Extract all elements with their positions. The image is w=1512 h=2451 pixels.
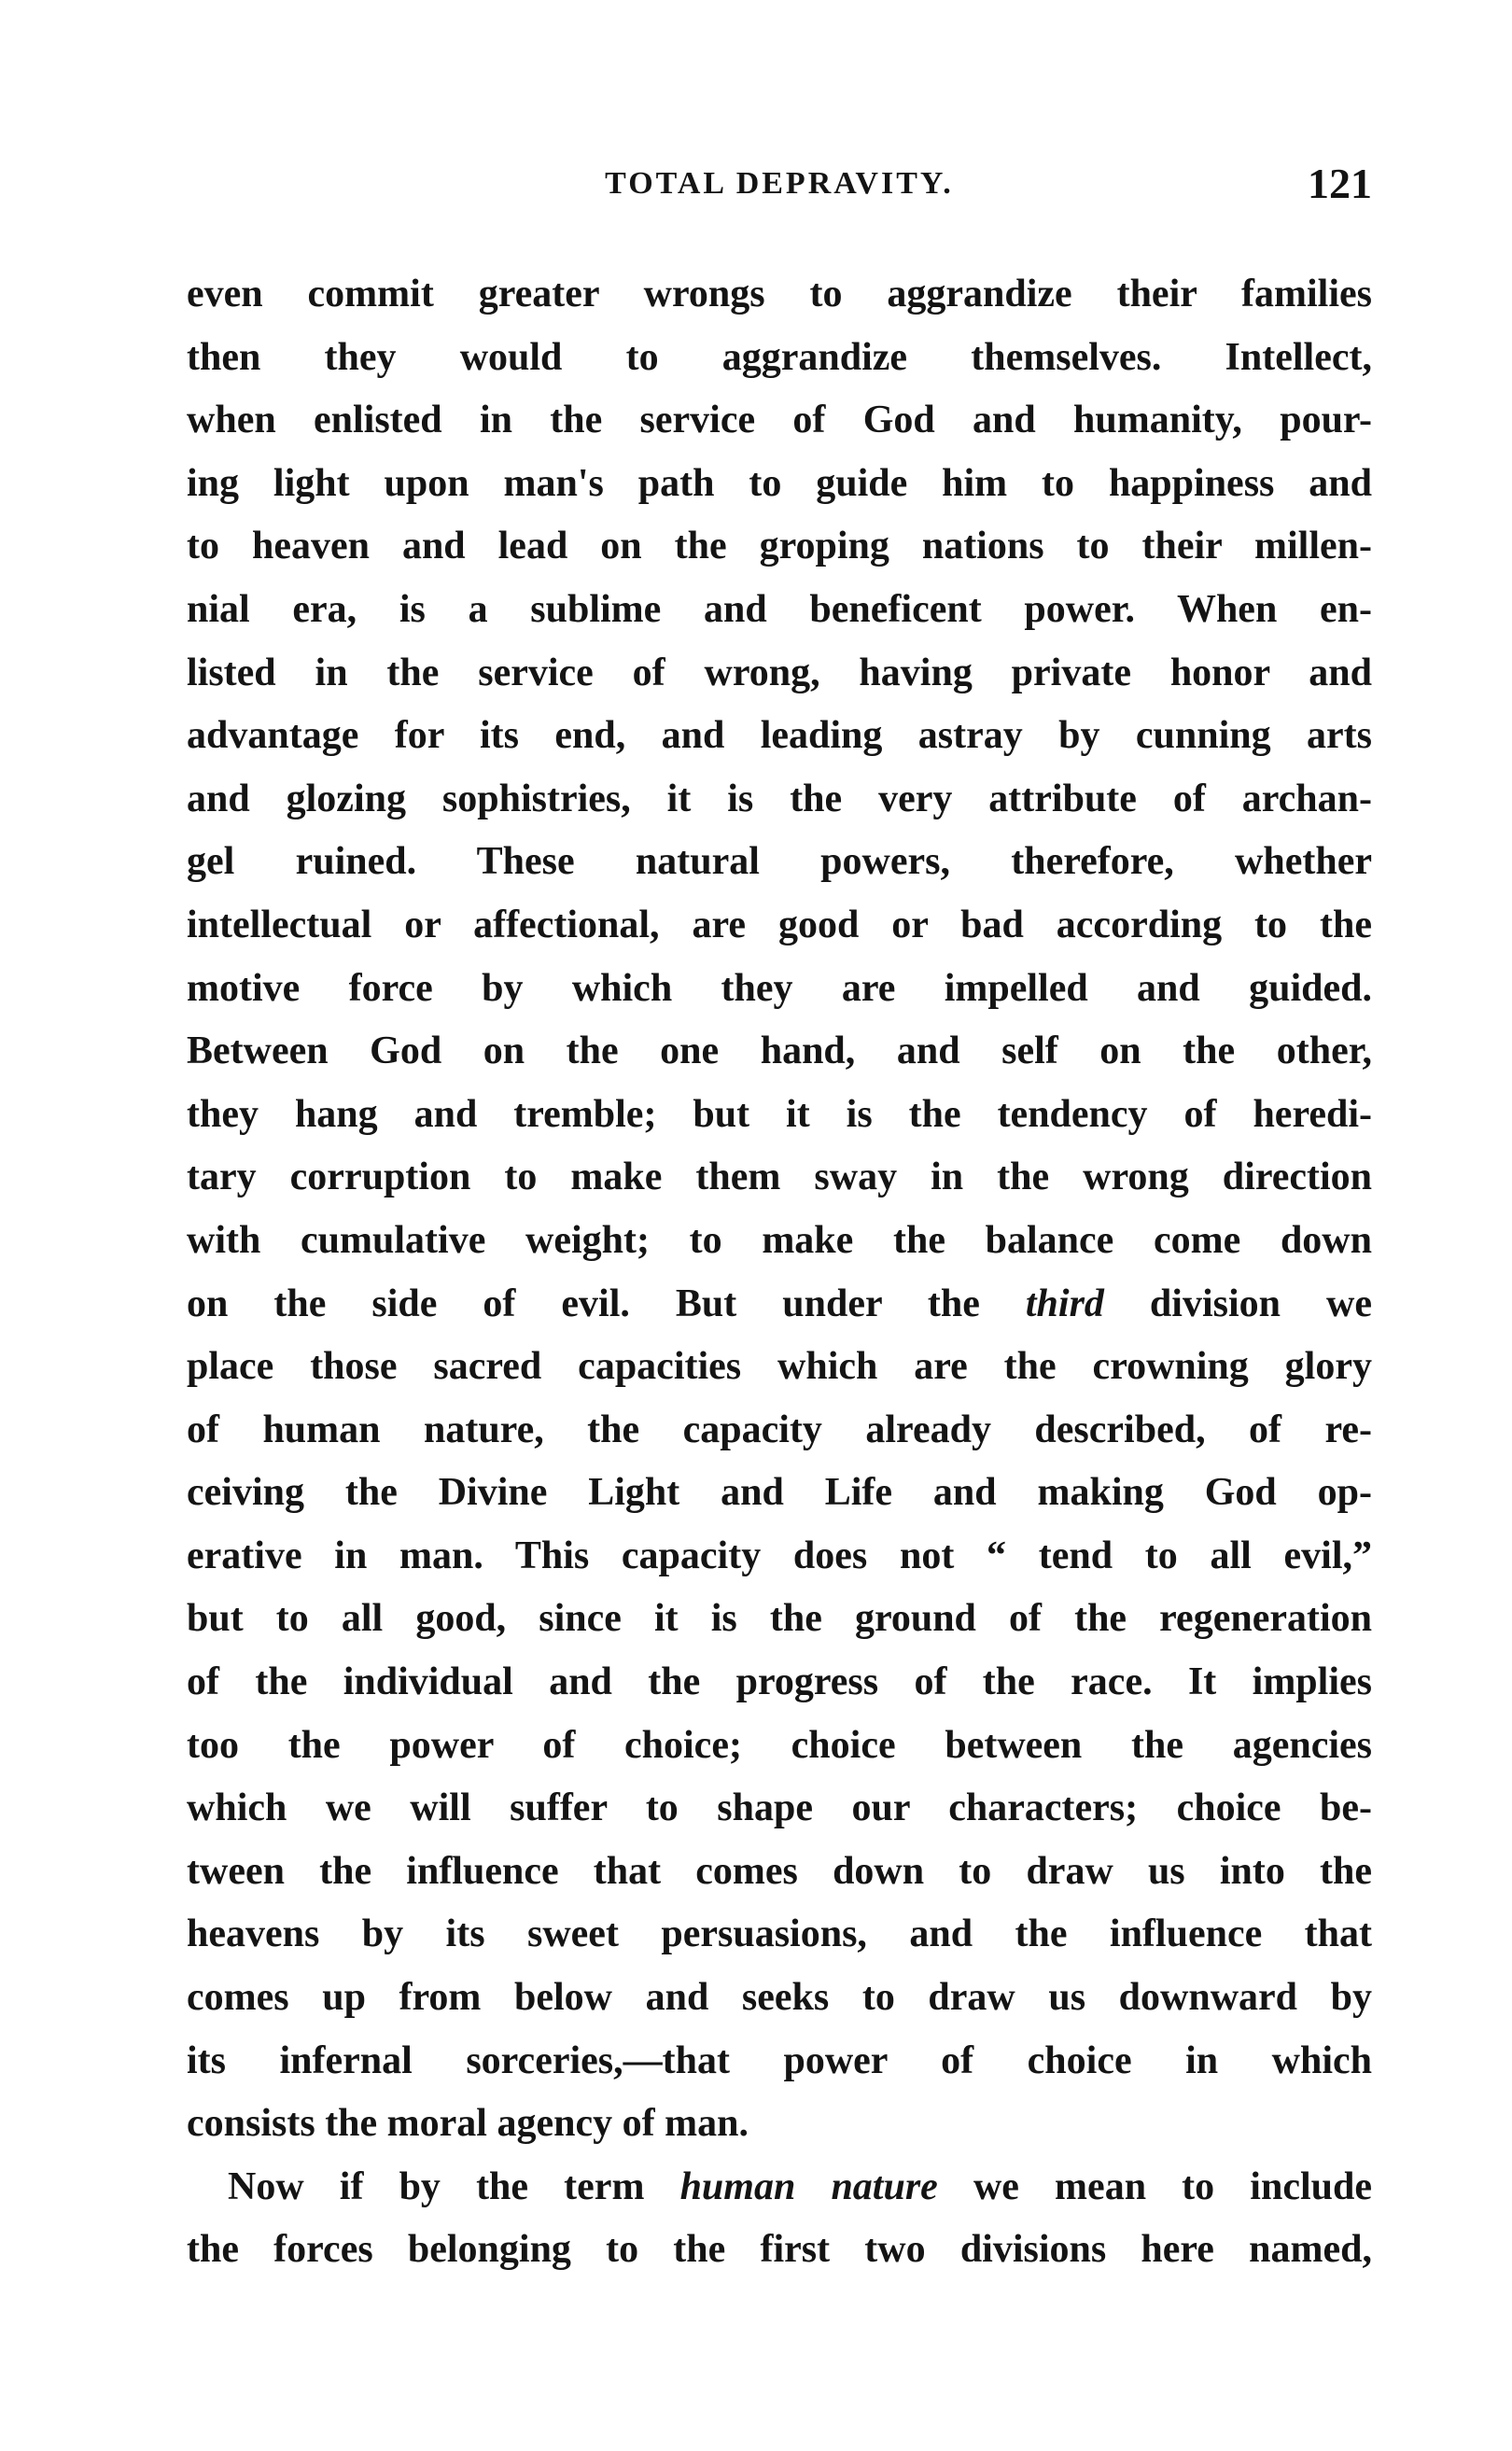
paragraph-1 (187, 263, 1372, 2156)
text-line: heavens by its sweet persuasions, and the influence that (187, 1912, 1372, 1956)
text-line: ing light upon man's path to guide him to happiness and (187, 461, 1372, 505)
page-number: 121 (1308, 160, 1372, 207)
text-line: of human nature, the capacity already described, of re- (187, 1408, 1372, 1451)
text-line: its infernal sorceries,—that power of choice in which (187, 2038, 1372, 2082)
text-run: Now if by the term (228, 2164, 680, 2208)
text-line: nial era, is a sublime and beneficent power. When en- (187, 587, 1372, 631)
text-line: and glozing sophistries, it is the very attribute of archan- (187, 777, 1372, 820)
text-line: advantage for its end, and leading astray by cunning arts (187, 714, 1372, 758)
text-line: erative in man. This capacity does not “ tend to all evil,” (187, 1534, 1372, 1577)
text-line: Between God on the one hand, and self on the other, (187, 1029, 1372, 1073)
text-line: the forces belonging to the first two divisions here named, (187, 2228, 1372, 2272)
text-line (187, 1273, 1372, 1337)
text-line: they hang and tremble; but it is the tendency of heredi- (187, 1092, 1372, 1136)
body-text (187, 263, 1372, 2282)
running-head (187, 160, 1372, 222)
text-line: comes up from below and seeks to draw us downward by (187, 1976, 1372, 2020)
running-title: TOTAL DEPRAVITY. (605, 166, 954, 201)
text-line: which we will suffer to shape our characters; choice be- (187, 1786, 1372, 1830)
emphasis-text: third (1025, 1282, 1104, 1325)
text-line: when enlisted in the service of God and humanity, pour- (187, 399, 1372, 442)
text-line: gel ruined. These natural powers, therefore, whether (187, 840, 1372, 884)
text-line: tween the influence that comes down to draw us into the (187, 1849, 1372, 1893)
text-line: consists the moral agency of man. (187, 2102, 749, 2146)
emphasis-text: human nature (679, 2164, 938, 2208)
text-line: place those sacred capacities which are the crowning glory (187, 1345, 1372, 1389)
text-line: too the power of choice; choice between the agencies (187, 1723, 1372, 1767)
text-line: intellectual or affectional, are good or bad according to the (187, 903, 1372, 946)
paragraph-2 (187, 2156, 1372, 2282)
text-run: we mean to include (937, 2164, 1372, 2208)
text-line: tary corruption to make them sway in the wrong direction (187, 1155, 1372, 1199)
text-line: listed in the service of wrong, having private honor and (187, 651, 1372, 694)
text-run: division we (1103, 1282, 1372, 1325)
text-line: of the individual and the progress of the race. It implies (187, 1660, 1372, 1704)
text-line: motive force by which they are impelled and guided. (187, 966, 1372, 1010)
text-line: even commit greater wrongs to aggrandize their families (187, 273, 1372, 315)
text-line: but to all good, since it is the ground of the regeneration (187, 1597, 1372, 1641)
text-line: with cumulative weight; to make the balance come down (187, 1218, 1372, 1262)
text-line: ceiving the Divine Light and Life and making God op- (187, 1471, 1372, 1515)
text-line (187, 2156, 1372, 2220)
text-line: to heaven and lead on the groping nations to their millen- (187, 525, 1372, 568)
text-line: then they would to aggrandize themselves. Intellect, (187, 335, 1372, 379)
text-run: on the side of evil. But under the (187, 1282, 1026, 1325)
